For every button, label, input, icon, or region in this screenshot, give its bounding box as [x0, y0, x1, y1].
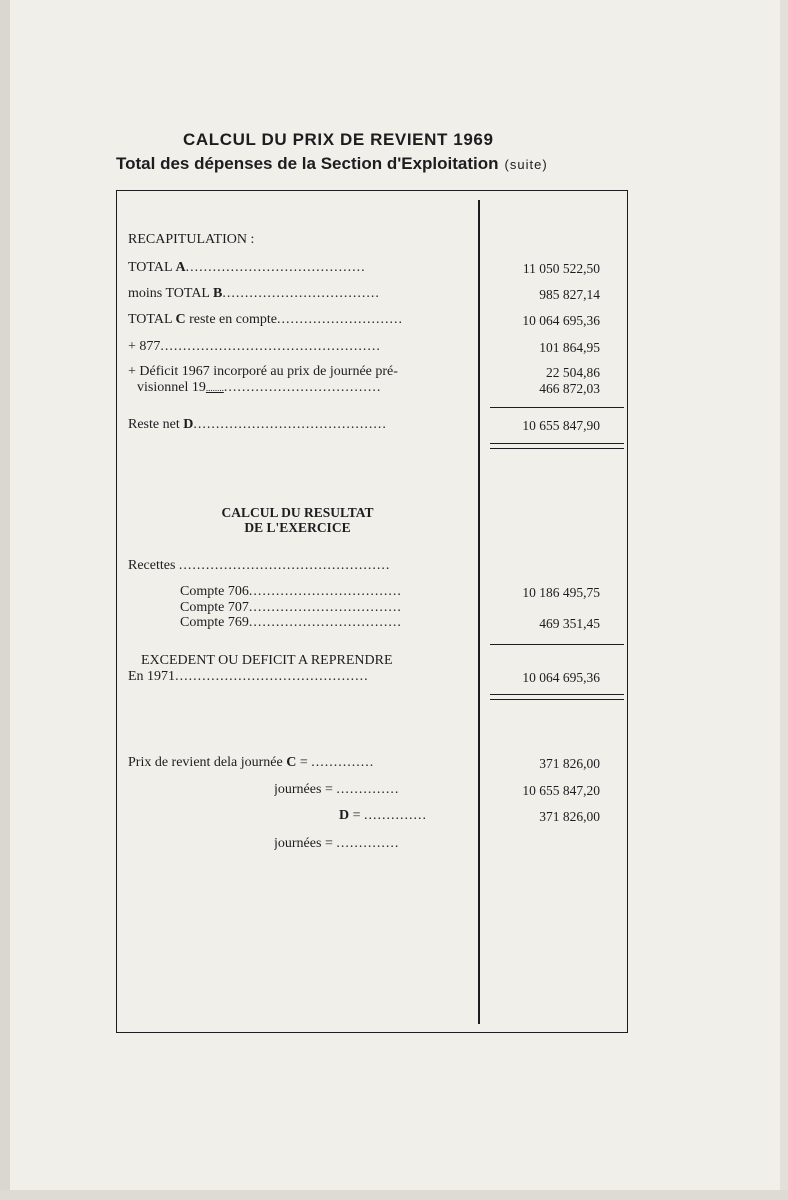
- prix-equals: =: [296, 755, 312, 770]
- prix-line-journees-2: [274, 836, 470, 852]
- reste-net-value: 10 655 847,90: [522, 418, 600, 433]
- double-rule-top: [490, 443, 624, 444]
- page-subtitle: [116, 154, 676, 174]
- deficit-value1: 22 504,86: [546, 365, 600, 380]
- leader-dots: ............................: [276, 312, 403, 327]
- excedent-line1: EXCEDENT OU DEFICIT A REPRENDRE: [141, 653, 393, 668]
- subtitle-text: Total des dépenses de la Section d'Exploitation: [116, 154, 499, 173]
- recap-row-letter: A: [175, 260, 186, 275]
- leader-dots: ..................................: [248, 584, 402, 599]
- leader-dots: ........................................: [185, 260, 366, 275]
- compte-label: Compte 706: [180, 584, 249, 599]
- prix-label: journées: [274, 836, 322, 851]
- resultat-heading-line1: CALCUL DU RESULTAT: [221, 505, 374, 520]
- recap-heading: RECAPITULATION :: [128, 232, 255, 247]
- recap-row-label: + 877: [128, 339, 161, 354]
- recap-row-label: TOTAL: [128, 312, 176, 327]
- leader-dots: .................................................: [160, 339, 381, 354]
- page-edge-right: [780, 0, 788, 1200]
- resultat-heading-line2: DE L'EXERCICE: [244, 520, 351, 535]
- recap-row-total-b: [128, 286, 470, 302]
- column-divider: [478, 200, 480, 1024]
- double-rule-bottom: [490, 699, 624, 700]
- page-title: CALCUL DU PRIX DE REVIENT 1969: [183, 130, 494, 149]
- recap-row-letter: B: [212, 286, 223, 301]
- leader-dots: ...........................................: [175, 669, 369, 684]
- deficit-line1: + Déficit 1967 incorporé au prix de journée pré-: [128, 364, 398, 379]
- recap-value-total-a: 11 050 522,50: [522, 261, 600, 276]
- leader-dots: ..................................: [248, 615, 402, 630]
- excedent-line2: [128, 669, 470, 685]
- recap-row-877: [128, 339, 470, 355]
- compte-769-row: [180, 615, 470, 631]
- reste-letter: D: [183, 417, 194, 432]
- prix-letter: C: [286, 755, 297, 770]
- leader-dots: ..................................: [248, 600, 402, 615]
- recap-value-total-c: 10 064 695,36: [522, 313, 600, 328]
- deficit-value2: 466 872,03: [539, 381, 600, 396]
- leader-dots: ...................................: [223, 380, 382, 395]
- prix-line-c: [128, 755, 470, 771]
- recettes-label: Recettes: [128, 558, 176, 573]
- recap-row-total-a: [128, 260, 470, 276]
- recettes-row: [128, 558, 470, 574]
- leader-dots: ...............................................: [178, 558, 391, 573]
- compte-706-value: 10 186 495,75: [522, 585, 600, 600]
- prix-letter: D: [339, 808, 350, 823]
- recap-row-rest: reste en compte: [185, 312, 277, 327]
- leader-dots: ...........................................: [193, 417, 387, 432]
- sum-rule: [490, 644, 624, 645]
- sum-rule: [490, 407, 624, 408]
- leader-dots: ..............: [364, 808, 428, 823]
- recap-row-total-c: [128, 312, 470, 328]
- subtitle-suffix: (suite): [504, 157, 548, 172]
- prix-value-journees-1: 10 655 847,20: [522, 783, 600, 798]
- prix-value-d: 371 826,00: [539, 809, 600, 824]
- compte-label: Compte 707: [180, 600, 249, 615]
- compte-label: Compte 769: [180, 615, 249, 630]
- recap-row-letter: C: [175, 312, 186, 327]
- deficit-blank: ........: [205, 383, 224, 393]
- double-rule-top: [490, 694, 624, 695]
- page-edge-left: [0, 0, 10, 1200]
- leader-dots: ..............: [336, 836, 400, 851]
- page-edge-bottom: [0, 1190, 788, 1200]
- compte-706-row: [180, 584, 470, 600]
- prix-equals: =: [349, 808, 365, 823]
- recap-value-877: 101 864,95: [539, 340, 600, 355]
- deficit-line2: [137, 380, 470, 396]
- recap-row-label: moins TOTAL: [128, 286, 213, 301]
- deficit-label: visionnel 19: [137, 380, 206, 395]
- prix-line-journees-1: [274, 782, 470, 798]
- prix-equals: =: [321, 836, 337, 851]
- prix-value-c: 371 826,00: [539, 756, 600, 771]
- reste-net-row: [128, 417, 470, 433]
- reste-label: Reste net: [128, 417, 184, 432]
- prix-label: Prix de revient dela journée: [128, 755, 287, 770]
- excedent-value: 10 064 695,36: [522, 670, 600, 685]
- prix-line-d: [339, 808, 470, 824]
- recap-value-total-b: 985 827,14: [539, 287, 600, 302]
- leader-dots: ...................................: [222, 286, 380, 301]
- compte-707-row: [180, 600, 470, 616]
- double-rule-bottom: [490, 448, 624, 449]
- prix-equals: =: [321, 782, 337, 797]
- recap-row-label: TOTAL: [128, 260, 176, 275]
- excedent-label: En 1971: [128, 669, 176, 684]
- prix-label: journées: [274, 782, 322, 797]
- leader-dots: ..............: [336, 782, 400, 797]
- compte-769-value: 469 351,45: [539, 616, 600, 631]
- leader-dots: ..............: [311, 755, 375, 770]
